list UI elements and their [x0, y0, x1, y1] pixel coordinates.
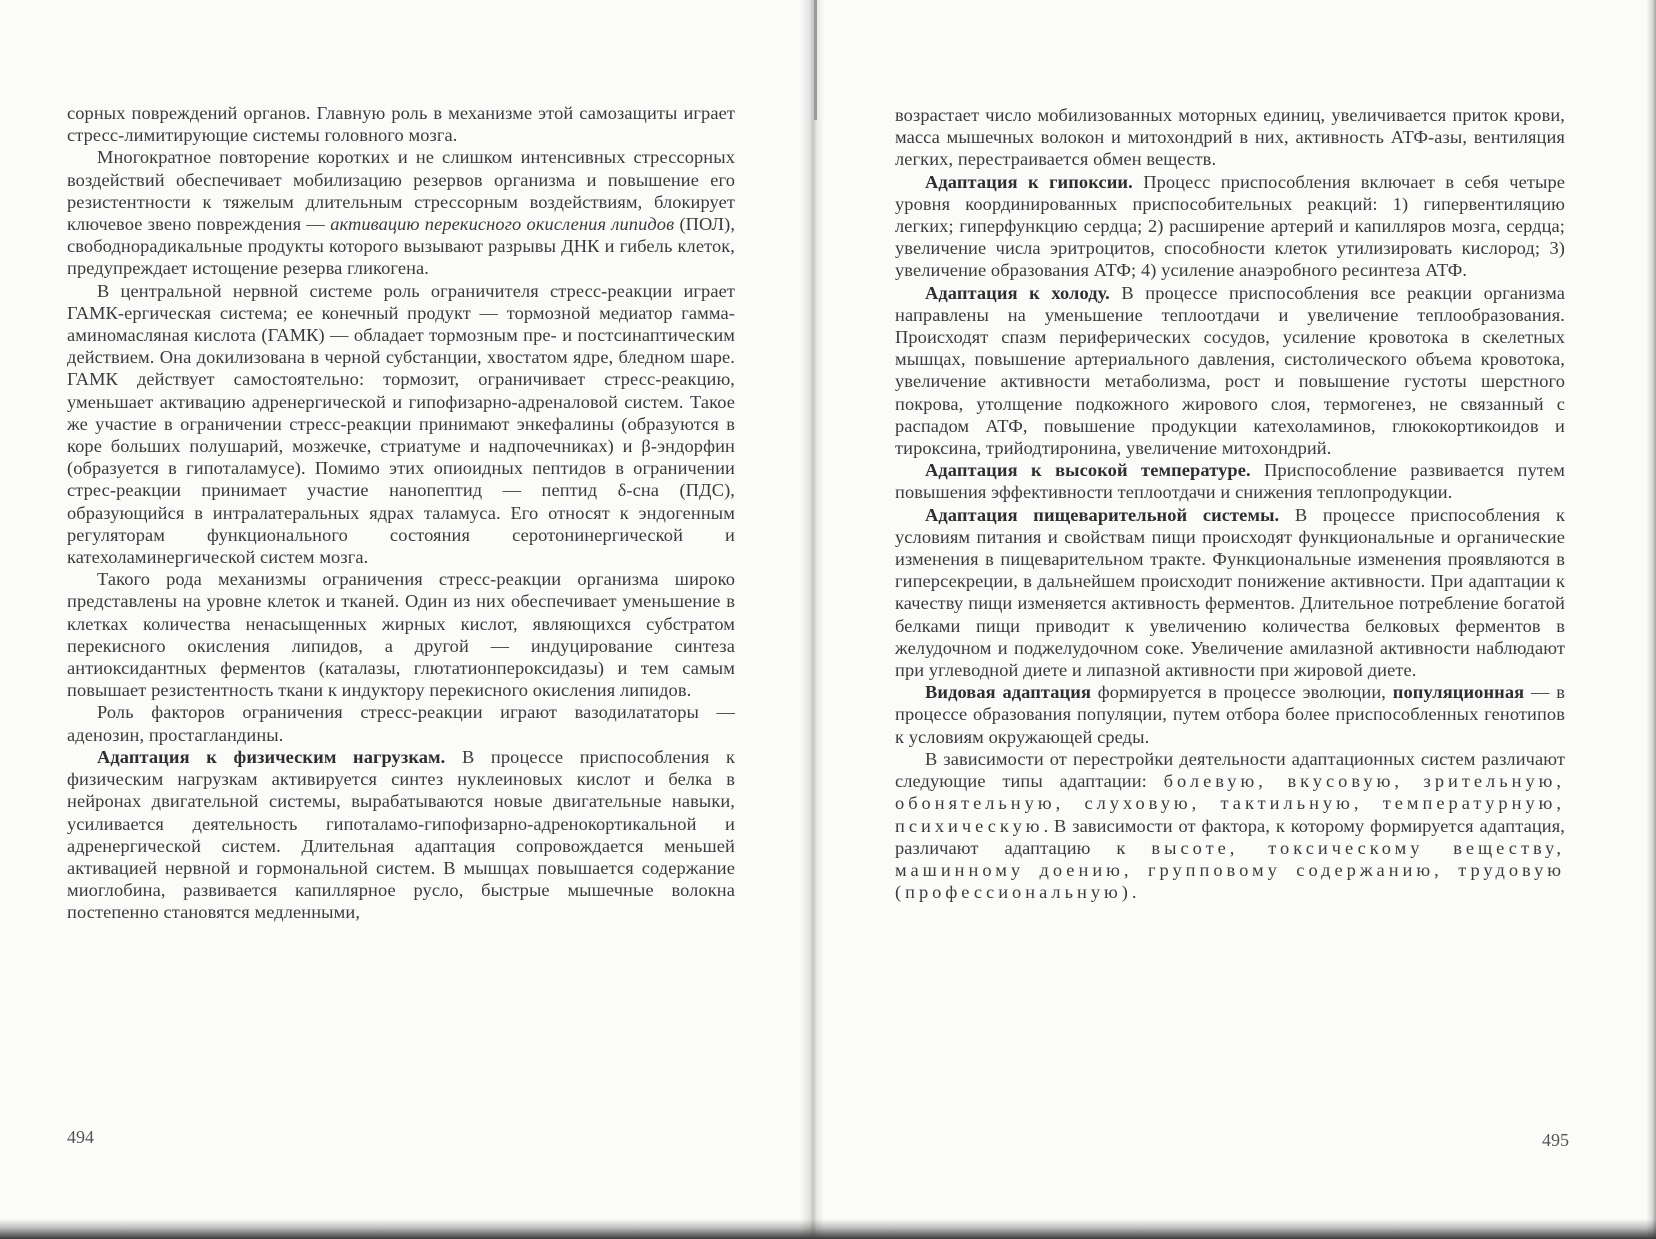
paragraph — [67, 568, 735, 701]
page-edge-shadow — [1646, 0, 1656, 1239]
italic-term: активацию перекисного окисления липидов — [330, 214, 675, 235]
section-heading: Адаптация к высокой температуре. — [925, 460, 1251, 481]
section-heading: Адаптация к физическим нагрузкам. — [97, 746, 446, 767]
paragraph-text: В процессе приспособления все реакции организма направлены на уменьшение теплоотдачи и увеличение теплообразования. Происходят спазм периферических сосудов, усиление кровотока в скелетных мышцах, повышение артериального давления, систолического объема кровотока, увеличение активности метаболизма, рост и повышение густоты шерстного покрова, утолщение подкожного жирового слоя, термогенез, не связанный с распадом АТФ, повышение продукции катехоламинов, глюкокортикоидов и тироксина, трийодтиронина, увеличение митохондрий. — [895, 282, 1565, 459]
book-gutter-shadow — [800, 0, 824, 1239]
paragraph-text: Такого рода механизмы ограничения стресс-реакции организма широко представлены на уровне клеток и тканей. Один из них обеспечивает уменьшение в клетках количества ненасыщенных жирных кислот, являющихся субстратом перекисного окисления липидов, а другой — индуцирование синтеза антиоксидантных ферментов (каталазы, глютатионпероксидазы) и тем самым повышает резистентность ткани к индуктору перекисного окисления липидов. — [67, 569, 735, 701]
paragraph-text: Многократное повторение коротких и не слишком интенсивных стрессорных воздействий обеспечивает мобилизацию резервов организма и повышение его резистентности к тяжелым длительным стрессорным воздействиям, блокирует ключевое звено повреждения — — [67, 147, 735, 235]
paragraph-text: (ПОЛ), свободнорадикальные продукты которого вызывают разрывы ДНК и гибель клеток, предупреждает истощение резерва гликогена. — [67, 214, 736, 279]
paragraph — [895, 282, 1565, 460]
paragraph-text: Роль факторов ограничения стресс-реакции играют вазодилататоры — аденозин, простагландины. — [67, 702, 735, 745]
paragraph — [895, 681, 1565, 748]
page-number: 494 — [67, 1127, 94, 1147]
paragraph — [67, 280, 735, 569]
gutter-fold-line — [814, 0, 817, 120]
left-page — [0, 0, 812, 1239]
paragraph — [895, 748, 1565, 903]
section-heading: Адаптация к холоду. — [925, 282, 1110, 303]
paragraph-text: сорных повреждений органов. Главную роль в механизме этой самозащиты играет стресс-лимитирующие системы головного мозга. — [67, 103, 735, 146]
paragraph-text: В зависимости от перестройки деятельности адаптационных систем различают следующие типы адаптации: — [895, 748, 1565, 792]
paragraph — [67, 146, 735, 279]
scan-bottom-edge — [0, 1219, 1656, 1239]
paragraph — [67, 701, 735, 745]
paragraph — [895, 104, 1565, 171]
section-heading: Адаптация пищеварительной системы. — [925, 504, 1280, 525]
paragraph-text: В центральной нервной системе роль ограничителя стресс-реакции играет ГАМК-ергическая система; ее конечный продукт — тормозной медиатор гамма-аминомасляная кислота (ГАМК) — обладает тормозным пре- и постсинаптическим действием. Она докилизована в черной субстанции, хвостатом ядре, бледном шаре. ГАМК действует самостоятельно: тормозит, ограничивает стресс-реакцию, уменьшает активацию адренергической и гипофизарно-адреналовой систем. Такое же участие в ограничении стресс-реакции принимают энкефалины (образуются в коре больших полушарий, мозжечке, стриатуме и надпочечниках) и β-эндорфин (образуется в гипоталамусе). Помимо этих опиоидных пептидов в ограничении стрес-реакции принимает участие нанопептид — пептид δ-сна (ПДС), образующийся в интралатеральных ядрах таламуса. Его относят к эндогенным регуляторам функционального состояния серотонинергической и катехоламинергической систем мозга. — [67, 280, 735, 568]
paragraph — [67, 102, 735, 146]
paragraph-text: . В зависимости от фактора, к которому формируется адаптация, различают адаптацию к — [895, 815, 1565, 858]
paragraph-text: Процесс приспособления включает в себя четыре уровня координированных приспособительных реакций: 1) гипервентиляцию легких; гиперфункцию сердца; 2) расширение артерий и капилляров мозга, сердца; увеличение числа эритроцитов, способности клеток утилизировать кислород; 3) увеличение образования АТФ; 4) усиление анаэробного ресинтеза АТФ. — [895, 171, 1566, 281]
spaced-term-list: высоте, токсическому веществу, машинному доению, групповому содержанию, трудовую (профессиональную) — [895, 837, 1565, 903]
paragraph-text: формируется в процессе эволюции, — [1091, 682, 1393, 703]
paragraph — [895, 459, 1565, 503]
paragraph-text: В процессе приспособления к физическим нагрузкам активируется синтез нуклеиновых кислот и белка в нейронах двигательной системы, вырабатываются новые двигательные навыки, усиливается деятельность гипоталамо-гипофизарно-адренокортикальной и адренергической систем. Длительная адаптация сопровождается меньшей активацией нервной и гормональной систем. В мышцах повышается содержание миоглобина, развивается капиллярное русло, быстрые мышечные волокна постепенно становятся медленными, — [67, 746, 735, 923]
section-heading: Видовая адаптация — [925, 682, 1091, 703]
right-page — [812, 0, 1656, 1239]
section-heading: Адаптация к гипоксии. — [925, 171, 1133, 192]
spaced-term-list: болевую, вкусовую, зрительную, обонятельную, слуховую, тактильную, температурную, психическую — [895, 771, 1566, 836]
left-page-text — [67, 102, 735, 924]
page-number: 495 — [1542, 1130, 1569, 1150]
paragraph — [895, 171, 1565, 282]
paragraph — [895, 504, 1565, 682]
paragraph-text: — в процессе образования популяции, путем отбора более приспособленных генотипов к условиям окружающей среды. — [895, 682, 1566, 747]
paragraph-text: В процессе приспособления к условиям питания и свойствам пищи происходят функциональные и органические изменения в пищеварительном тракте. Функциональные изменения проявляются в гиперсекреции, в дальнейшем происходит понижение активности. При адаптации к качеству пищи изменяется активность ферментов. Длительное потребление богатой белками пищи приводит к увеличению количества белковых ферментов в желудочном и поджелудочном соке. Увеличение амилазной активности наблюдают при углеводной диете и липазной активности при жировой диете. — [895, 504, 1565, 681]
paragraph-text: возрастает число мобилизованных моторных единиц, увеличивается приток крови, масса мышечных волокон и митохондрий в них, активность АТФ-азы, вентиляция легких, перестраивается обмен веществ. — [895, 105, 1565, 170]
paragraph — [67, 746, 735, 924]
paragraph-text: Приспособление развивается путем повышения эффективности теплоотдачи и снижения теплопродукции. — [895, 460, 1566, 503]
paragraph-text: . — [1131, 882, 1137, 903]
right-page-text — [895, 104, 1565, 903]
bold-term: популяционная — [1392, 682, 1525, 703]
